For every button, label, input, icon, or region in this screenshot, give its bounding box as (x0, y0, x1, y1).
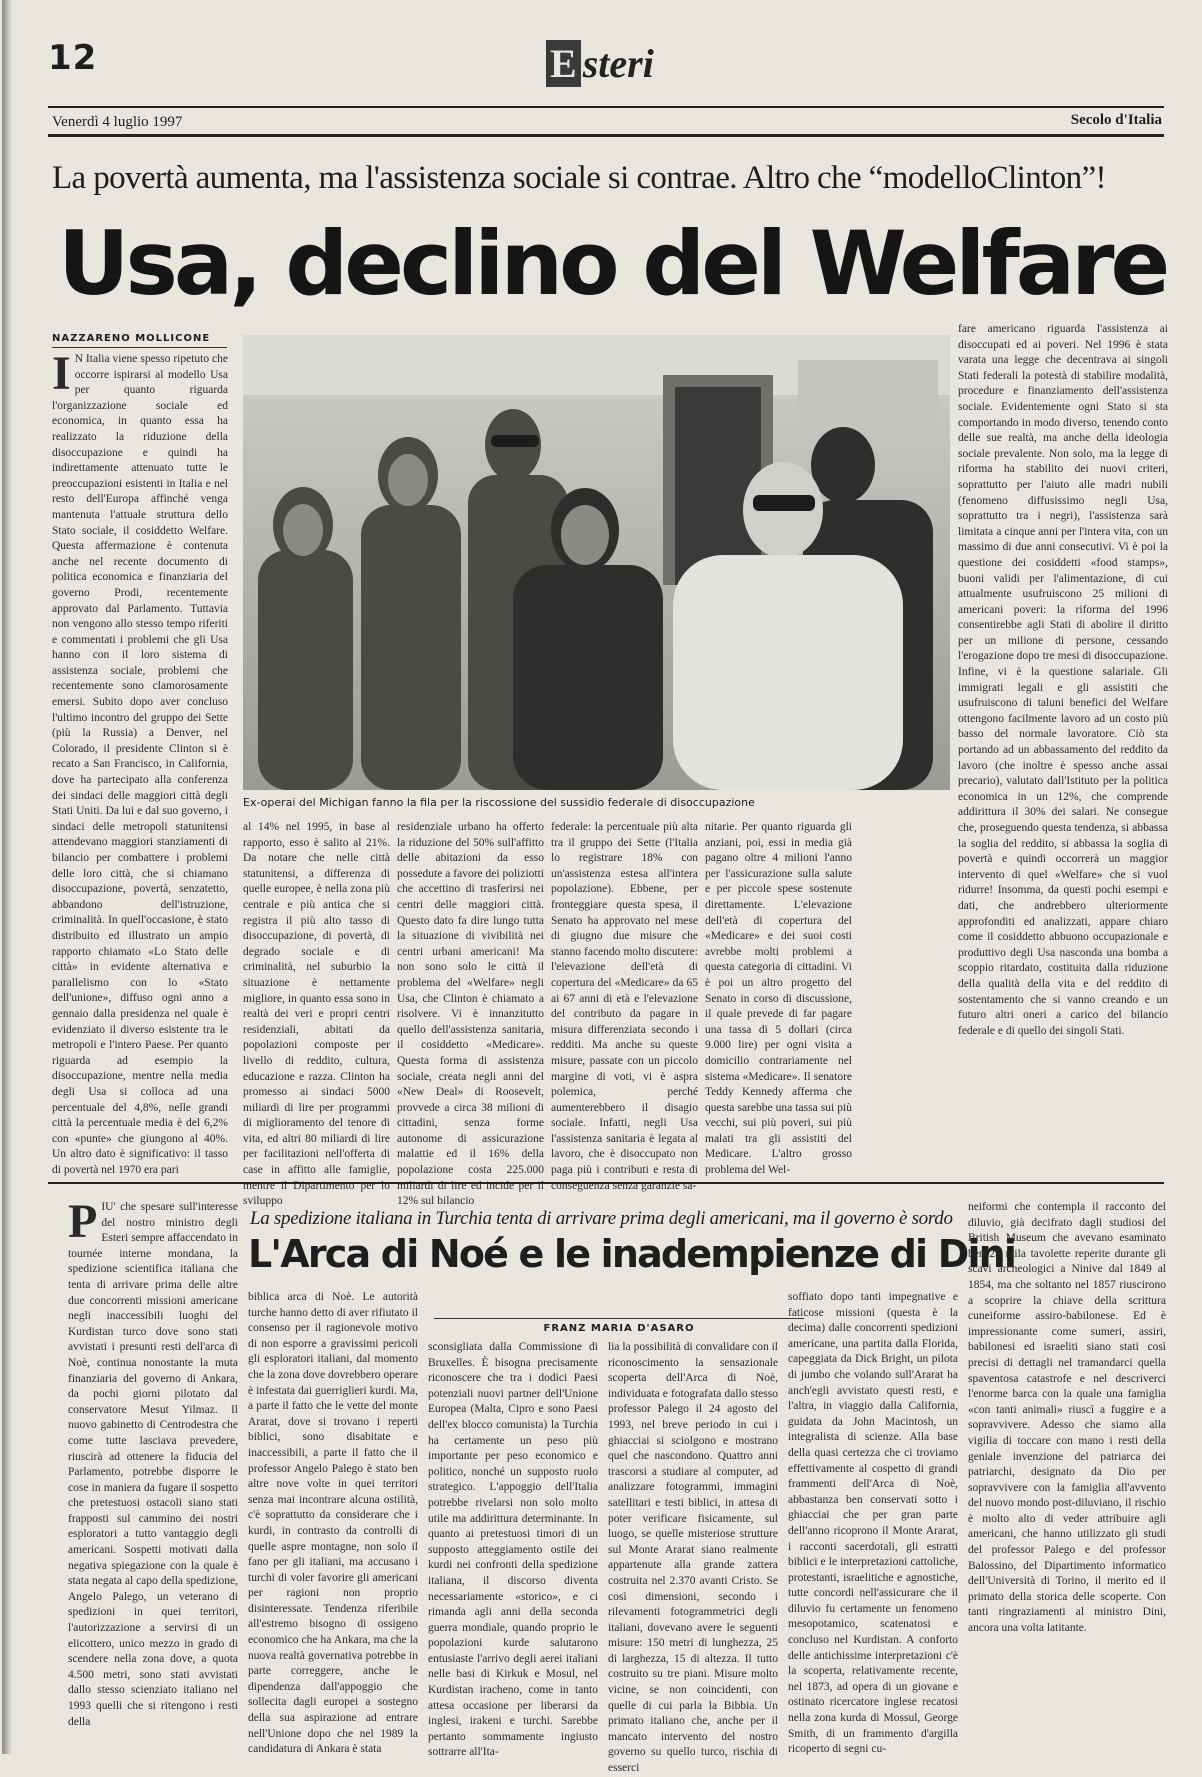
issue-date: Venerdì 4 luglio 1997 (52, 114, 183, 130)
main-byline: NAZZARENO MOLLICONE (52, 333, 227, 348)
main-column-1-text: N Italia viene spesso ripetuto che occorre ispirarsi al modello Usa per quanto riguarda l'organizzazione sociale ed economica, in quanto essa ha realizzato la riduzione della disoccupazione e quindi ha indirettamente attenuato tutte le preoccupazioni esistenti in Italia e nel resto dell'Europa affinché venga mantenuta l'attuale struttura dello Stato sociale, il cosiddetto Welfare. Questa affermazione è contenuta anche nel recente documento di politica economica e finanziaria del governo Prodi, recentemente approvato dal Parlamento. Tuttavia non vengono allo stesso tempo riferiti e commentati i problemi che gli Usa hanno con il loro sistema di assistenza sociale, problemi che recentemente sono clamorosamente emersi. Subito dopo aver concluso l'ultimo incontro del gruppo dei Sette (più la Russia) a Denver, nel Colorado, il presidente Clinton si è recato a San Francisco, in California, dove ha partecipato alla conferenza dei sindaci delle maggiori città degli Stati Uniti. Da lui e dal suo governo, i sindaci delle metropoli statunitensi attendevano maggiori stanziamenti di bilancio per combattere i problemi delle loro città, che si chiamano disoccupazione, povertà, senzatetto, abbandono dell'istruzione, criminalità. In quell'occasione, è stato distribuito ed illustrato un ampio rapporto chiamato «Lo Stato delle città» in evidente alternativa e parallelismo con lo «Stato dell'unione», diffuso ogni anno a gennaio dalla presidenza nel quale è evidenziato il diverso esistente tra le metropoli e l'intero Paese. Per quanto riguarda ad esempio la disoccupazione, mentre nella media degli Usa si colloca ad una percentuale del 4,8%, nelle grandi città la percentuale media è del 6,2% con «punte» che giungono al 40%. Un altro dato è significativo: il tasso di povertà nel 1970 era pari (52, 353, 228, 1176)
main-column-4: federale: la percentuale più alta tra il gruppo dei Sette (l'Italia lo registrare 18% con un'assistenza estesa all'intera popolazione). Ebbene, per fronteggiare questa spesa, il Senato ha approvato nel mese di giugno due misure che stanno facendo molto discutere: l'elevazione dell'età di copertura del «Medicare» da 65 ai 67 anni di età e l'elevazione del contributo da pagare in misura differenziata secondo i redditi. Ma anche su queste misure, passate con un piccolo margine di voti, vi è aspra polemica, perché aumenterebbero il disagio sociale. Infatti, negli Usa l'assistenza sanitaria è legata al lavoro, che è disoccupato non paga più i contributi e resta di conseguenza senza garanzie sa- (551, 821, 698, 1192)
main-column-3: residenziale urbano ha offerto la riduzione del 50% sull'affitto delle abitazioni da esso possedute a favore dei poliziotti che accettino di trasferirsi nei centri delle maggiori città. Questo dato fa dire lungo tutta la situazione di vivibilità nei centri urbani americani! Ma non sono solo le città il problema del «Welfare» negli Usa, che Clinton è chiamato a risolvere. Vi è innanzitutto quello dell'assistenza sanitaria, il cosiddetto «Medicare». Questa forma di assistenza sociale, creata negli anni del «New Deal» di Roosevelt, provvede a circa 38 milioni di cittadini, senza forme autonome di assicurazione malattie ed il 16% della popolazione costa 225.000 miliardi di lire ed incide per il 12% sul bilancio (397, 821, 544, 1208)
section-logo-initial: E (546, 40, 581, 87)
header-rule-bottom (48, 134, 1164, 137)
second-column-5: soffiato dopo tanti impegnative e faticose missioni (questa è la decima) dalle concorrenti spedizioni americane, una partita dalla Florida, capeggiata da Dick Bright, un pilota di jumbo che volando sull'Ararat ha anch'egli avvistato questi resti, e l'altra, in viaggio dalla California, guidata da John Macintosh, un integralista di scienze. Alla base della quasi certezza che ci troviamo effettivamente al cospetto di grandi frammenti dell'Arca di Noè, abbastanza ben conservati sotto i ghiacciai che per gran parte dell'anno ricoprono il Monte Ararat, i racconti sacerdotali, gli estratti biblici e le interpretazioni cattoliche, protestanti, israelitiche e agnostiche, tutte concordi nell'assicurare che il diluvio fu certamente un fenomeno mesopotamico, scatenatosi e concluso nel Kurdistan. A conforto delle antichissime interpretazioni c'è la scoperta, relativamente recente, nel 1873, ad opera di un giovane e ostinato ricercatore inglese recatosi nella zona kurda di Mossul, George Smith, di un frammento d'argilla ricoperto di segni cu- (788, 1291, 958, 1756)
photo-caption: Ex-operai del Michigan fanno la fila per la riscossione del sussidio federale di disoccupazione (243, 796, 755, 809)
main-column-6: fare americano riguarda l'assistenza ai disoccupati ed ai poveri. Nel 1996 è stata varata una legge che decentrava ai singoli Stati federali la potestà di stabilire modalità, procedure e finanziamento dell'assistenza sociale. Evidentemente ogni Stato si sta comportando in modo diverso, tenendo conto delle sue realtà, ma anche della ideologia sociale prevalente. Non solo, ma la legge di riforma ha stabilito dei nuovi criteri, soprattutto per l'aiuto alle madri nubili (fenomeno diffusissimo negli Usa, soprattutto tra i negri), l'assistenza sarà limitata a cinque anni per l'intera vita, con un massimo di due anni consecutivi. Vi è poi la questione dei cosiddetti «food stamps», buoni validi per l'alimentazione, di cui attualmente usufruiscono 25 milioni di americani poveri: la riforma del 1996 consentirebbe agli Stati di abolire il diritto per un milione di persone, cessando l'erogazione dopo tre mesi di disoccupazione. Infine, vi è la questione salariale. Gli immigrati legali e gli assistiti che usufruiscono di taluni benefici del Welfare ottengono facilmente lavoro ad un costo più basso del normale lavoratore. Ciò sta portando ad un abbassamento del reddito da lavoro (che inoltre è spesso anche assai precario), valutato dall'Istituto per la politica economica in un 12%, che comprende addirittura il 30% dei salari. Ne consegue che, proseguendo questa tendenza, si abbassa la soglia del reddito, si abbassa la soglia di povertà e quindi occorrerà un maggior intervento di quel «Welfare» che si vuol ridurre! Insomma, da questi pochi esempi e dati, che andrebbero ulteriormente approfonditi ed analizzati, appare chiaro come il cosiddetto abbuono occupazionale e produttivo degli Usa nasconda una bomba a scoppio ritardato, costituita dalla riduzione della qualità della vita e del reddito di sostentamento che si vanno creando e un futuro altri oneri a carico del bilancio federale e di quello dei singoli Stati. (958, 323, 1168, 1037)
main-dropcap: I (52, 347, 71, 400)
main-kicker: La povertà aumenta, ma l'assistenza sociale si contrae. Altro che “modelloClinton”! (52, 160, 1106, 196)
main-column-2: al 14% nel 1995, in base al rapporto, esso è salito al 21%. Da notare che nelle città statunitensi, a differenza di quelle europee, è nella zona più centrale e più antica che si registra il più alto tasso di disoccupazione, di povertà, di degrado sociale e di criminalità, nel suburbio la situazione è nettamente migliore, in quanto essa sono in realtà dei veri e propri centri residenziali, abitati da popolazioni composte per livello di reddito, cultura, educazione e razza. Clinton ha promesso ai sindaci 5000 miliardi di lire per programmi di miglioramento del tenore di vita, ed altri 80 miliardi di lire per facilitazioni nell'offerta di case in affitto alle famiglie, mentre il Dipartimento per lo sviluppo (243, 821, 390, 1208)
main-column-5: nitarie. Per quanto riguarda gli anziani, poi, essi in media già pagano oltre 4 milioni l'anno per l'assicurazione sulla salute e per piccole spese sostenute direttamente. L'elevazione dell'età di copertura del «Medicare» e dei suoi costi avrebbe molti problemi a questa categoria di cittadini. Vi è poi un altro progetto del Senato in corso di discussione, il quale prevede di far pagare una tassa di 5 dollari (circa 9.000 lire) per ogni visita a domicilio contrariamente nel sistema «Medicare». Il senatore Teddy Kennedy afferma che questa sarebbe una tassa sui più vecchi, sui più poveri, sui più malati tra gli assistiti del Medicare. L'altro grosso problema del Wel- (705, 821, 852, 1177)
section-logo-rest: steri (582, 41, 654, 86)
second-column-4: lia la possibilità di convalidare con il riconoscimento la sensazionale scoperta dell'Arca di Noè, individuata e fotografata dallo stesso professor Palego il 24 agosto del 1993, nel breve periodo in cui i ghiacciai si sciolgono e mostrano quel che nascondono. Quattro anni trascorsi a studiare al computer, ad analizzare fotogrammi, immagini satellitari e testi biblici, in attesa di poter verificare fisicamente, sul luogo, se quelle misteriose strutture sul Monte Ararat siano realmente appartenute alla grande zattera costruita nel 2.370 avanti Cristo. Se così dimensioni, secondo i rilevamenti fotogrammetrici degli italiani, dovevano avere le seguenti misure: 150 metri di lunghezza, 25 di larghezza, 15 di altezza. Il tutto costruito su tre piani. Misure molto vicine, se non coincidenti, con quelle di cui parla la Bibbia. Un primato italiano che, anche per il mancato intervento del nostro governo su quello turco, rischia di esserci (608, 1341, 778, 1775)
page-number: 12 (48, 38, 98, 78)
second-column-3: sconsigliata dalla Commissione di Bruxelles. È bisogna precisamente riconoscere che tra i dodici Paesi potenziali nuovi partner dell'Unione Europea (Malta, Cipro e sono Paesi dell'ex blocco comunista) la Turchia ha certamente un peso più importante per peso economico e politico, nonché un supposto ruolo strategico. L'appoggio dell'Italia potrebbe rivelarsi non solo molto utile ma addirittura determinante. In quanto ai pretestuosi timori di un supposto atteggiamento ostile dei kurdi nei confronti della spedizione italiana, il discorso diventa necessariamente «storico», e ci rimanda agli anni della seconda guerra mondiale, quando proprio le popolazioni kurde salutarono entusiaste l'arrivo degli aerei italiani nelle basi di Kirkuk e Mosul, nel Kurdistan iracheno, come in tanto attesa occasione per liberarsi da inglesi, irakeni e turchi. Sarebbe pertanto sommamente ingiusto sottrarre all'Ita- (428, 1341, 598, 1759)
second-column-6: neiformi che contempla il racconto del diluvio, già decifrato dagli studiosi del British Museum che avevano esaminato ben 25 mila tavolette reperite durante gli scavi archeologici a Ninive dal 1849 al 1854, ma che soltanto nel 1857 riuscirono a scoprire la chiave della scrittura cuneiforme assiro-babilonese. Ed è impressionante come sumeri, assiri, babilonesi ed israeliti siano stati così precisi di dettagli nel tramandarci quella spaventosa catastrofe e nel descriverci l'enorme barca con la quale una famiglia «con tanti animali» riuscì a fuggire e a sopravvivere. Adesso che siamo alla vigilia di toccare con mano i resti della geniale invenzione del patriarca dei patriarchi, designato da Dio per sopravvivere con la famiglia all'avvento del nuovo mondo post-diluviano, il rischio è molto alto di veder attribuire agli americani, che hanno utilizzato gli studi del professor Palego e del professor Balossino, del Dipartimento informatico dell'Università di Torino, il merito ed il primato della storica delle scoperte. Con tanti ringraziamenti al ministro Dini, ancora una volta latitante. (968, 1201, 1166, 1635)
second-dropcap: P (68, 1195, 98, 1248)
second-column-1 (68, 1195, 238, 1735)
section-logo (546, 40, 654, 87)
second-column-1-text: IU' che spesare sull'interesse del nostro ministro degli Esteri sempre affaccendato in tournée interne mondana, la spedizione scientifica italiana che tenta di arrivare prima delle altre due concorrenti missioni americane negli inaccessibili luoghi del Kurdistan turco dove sono stati avvistati i presunti resti dell'arca di Noè, continua nonostante la muta finanziaria del governo di Ankara, da pochi giorni pilotato dal conservatore Mesut Yilmaz. Il nuovo gabinetto di Centrodestra che come tutte lasciava prevedere, riuscirà ad ottenere la fiducia del Parlamento, potrebbe disporre le cose in maniera da fugare il sospetto che pretestuosi ostacoli siano stati frapposti sul cammino dei nostri esploratori a tutto vantaggio degli americani. Sospetti motivati dalla negativa spiegazione con la quale è stata negata al capo della spedizione, Angelo Palego, un veterano di spedizioni in quei territori, l'autorizzazione a servirsi di un elicottero, unico mezzo in grado di scendere nella zona dove, a quota 4.500 metri, sono stati avvistati dallo stesso scienziato italiano nel 1993 quelli che si ritengono i resti della (68, 1201, 238, 1728)
main-column-1 (52, 347, 228, 1176)
newspaper-name: Secolo d'Italia (1070, 112, 1162, 128)
second-byline: FRANZ MARIA D'ASARO (434, 1318, 804, 1334)
second-column-2: biblica arca di Noè. Le autorità turche hanno detto di aver rifiutato il consenso per il ragionevole motivo di non esporre a gravissimi pericoli gli esploratori italiani, dal momento che la zona dove dovrebbero operare è infestata dai guerriglieri kurdi. Ma, a parte il fatto che le vette del monte Ararat, dove si trovano i reperti biblici, sono disabitate e inaccessibili, a parte il fatto che il professor Angelo Palego è stato ben altre nove volte in quei territori senza mai incontrare alcuna ostilità, c'è soprattutto da considerare che i kurdi, in contrasto da controlli di quelle aspre montagne, non solo il fano per gli italiani, ma accusano i turchi di voler favorire gli americani per ragioni non proprio disinteressate. Tendenza riferibile all'estremo bisogno di ossigeno economico che ha Ankara, ma che la nuova realtà governativa potrebbe in parte correggere, anche le dipendenza dall'appoggio che sollecita dagli europei a sostegno della sua aspirazione ad entrare nell'Unione dopo che nel 1989 la candidatura di Ankara è stata (248, 1291, 418, 1756)
second-kicker: La spedizione italiana in Turchia tenta di arrivare prima degli americani, ma il governo è sordo (250, 1208, 953, 1229)
story-divider (48, 1182, 1164, 1184)
header-rule (48, 106, 1164, 108)
page-binding-shadow (2, 0, 12, 1754)
second-headline: L'Arca di Noé e le inadempienze di Dini (248, 1232, 1016, 1276)
main-headline: Usa, declino del Welfare (58, 212, 1167, 315)
main-photo (243, 335, 950, 790)
